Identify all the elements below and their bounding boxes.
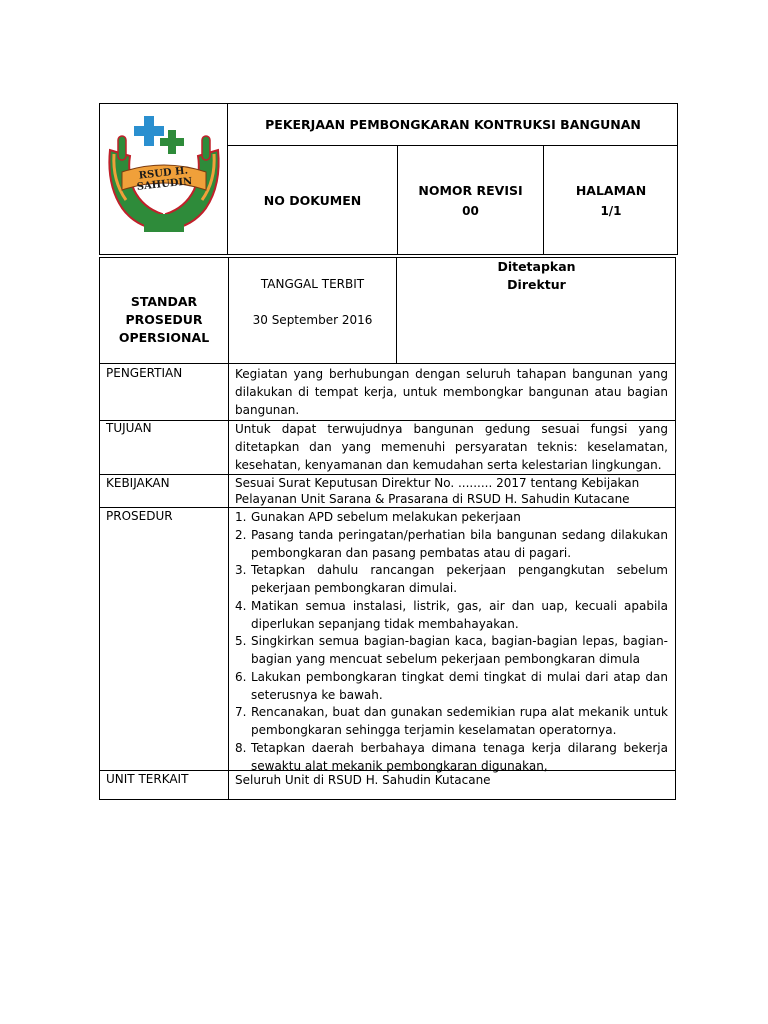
item-number: 7. bbox=[235, 705, 247, 719]
direktur-label: Direktur bbox=[507, 277, 566, 292]
item-number: 1. bbox=[235, 510, 247, 524]
document-title bbox=[228, 104, 678, 145]
sop-label-line3: OPERSIONAL bbox=[118, 330, 210, 345]
kebijakan-label: KEBIJAKAN bbox=[106, 476, 170, 490]
list-item bbox=[235, 632, 668, 668]
list-item bbox=[235, 703, 668, 739]
sop-label-line1: STANDAR bbox=[130, 294, 198, 309]
halaman-cell bbox=[544, 146, 678, 255]
item-text: Gunakan APD sebelum melakukan pekerjaan bbox=[251, 510, 521, 524]
item-text: Lakukan pembongkaran tingkat demi tingkat di mulai dari atap dan seterusnya ke bawah. bbox=[251, 669, 668, 702]
list-item bbox=[235, 561, 668, 597]
document-title-text: PEKERJAAN PEMBONGKARAN KONTRUKSI BANGUNAN bbox=[265, 117, 641, 132]
item-text: Singkirkan semua bagian-bagian kaca, bagian-bagian lepas, bagian-bagian yang mencuat sebelum pekerjaan pembongkaran dimula bbox=[251, 634, 668, 666]
halaman-value: 1/1 bbox=[600, 203, 622, 218]
logo-text: RSUD H. SAHUDIN bbox=[136, 165, 193, 193]
hospital-logo bbox=[104, 110, 224, 238]
no-dokumen-cell bbox=[228, 146, 397, 255]
list-item bbox=[235, 668, 668, 704]
unit-terkait-text: Seluruh Unit di RSUD H. Sahudin Kutacane bbox=[235, 773, 491, 787]
item-text: Tetapkan daerah berbahaya dimana tenaga kerja dilarang bekerja sewaktu alat mekanik pembongkaran digunakan, bbox=[251, 740, 668, 773]
nomor-revisi-label: NOMOR REVISI bbox=[418, 182, 523, 198]
sop-label-line2: PROSEDUR bbox=[125, 312, 203, 327]
item-number: 8. bbox=[235, 740, 247, 755]
item-number: 2. bbox=[235, 527, 247, 542]
ditetapkan-label: Ditetapkan bbox=[497, 259, 576, 274]
item-number: 3. bbox=[235, 563, 247, 577]
list-item bbox=[235, 508, 668, 526]
sop-label bbox=[100, 290, 228, 350]
kebijakan-line: Sesuai Surat Keputusan Direktur No. ......... 2017 tentang Kebijakan bbox=[235, 476, 640, 490]
halaman-label: HALAMAN bbox=[575, 182, 647, 198]
item-text: Matikan semua instalasi, listrik, gas, air dan uap, kecuali apabila diperlukan sepanjang tidak membahayakan. bbox=[251, 598, 668, 631]
nomor-revisi-cell bbox=[398, 146, 543, 255]
list-item bbox=[235, 526, 668, 562]
prosedur-list bbox=[235, 508, 668, 774]
no-dokumen-label: NO DOKUMEN bbox=[263, 193, 362, 208]
item-text: Tetapkan dahulu rancangan pekerjaan pengangkutan sebelum pekerjaan pembongkaran dimulai. bbox=[251, 563, 668, 595]
item-number: 6. bbox=[235, 669, 247, 684]
item-number: 5. bbox=[235, 634, 247, 648]
kebijakan-text bbox=[235, 475, 668, 507]
tujuan-label: TUJUAN bbox=[106, 421, 152, 435]
kebijakan-line: Pelayanan Unit Sarana & Prasarana di RSUD H. Sahudin Kutacane bbox=[235, 492, 630, 506]
table-divider bbox=[99, 363, 676, 364]
item-text: Rencanakan, buat dan gunakan sedemikian rupa alat mekanik untuk pembongkaran sehingga terjamin keselamatan operatornya. bbox=[251, 705, 668, 737]
tanggal-terbit-label: TANGGAL TERBIT bbox=[260, 277, 365, 291]
tujuan-text: Untuk dapat terwujudnya bangunan gedung sesuai fungsi yang ditetapkan dan yang memenuhi persyaratan teknis: keselamatan, kesehatan, kenyamanan dan kemudahan serta kelestarian lingkungan. bbox=[235, 422, 668, 472]
nomor-revisi-value: 00 bbox=[462, 203, 479, 218]
item-text: Pasang tanda peringatan/perhatian bila bangunan sedang dilakukan pembongkaran dan pasang pembatas atau di pagari. bbox=[251, 527, 668, 560]
tanggal-terbit-value: 30 September 2016 bbox=[252, 313, 373, 327]
item-number: 4. bbox=[235, 598, 247, 613]
list-item bbox=[235, 739, 668, 775]
pengertian-label: PENGERTIAN bbox=[106, 366, 183, 380]
prosedur-label: PROSEDUR bbox=[106, 509, 173, 523]
pengertian-text: Kegiatan yang berhubungan dengan seluruh tahapan bangunan yang dilakukan di tempat kerja, untuk membongkar bangunan atau bagian bangunan. bbox=[235, 367, 668, 417]
unit-terkait-label: UNIT TERKAIT bbox=[106, 772, 189, 786]
table-divider bbox=[228, 257, 229, 800]
list-item bbox=[235, 597, 668, 633]
